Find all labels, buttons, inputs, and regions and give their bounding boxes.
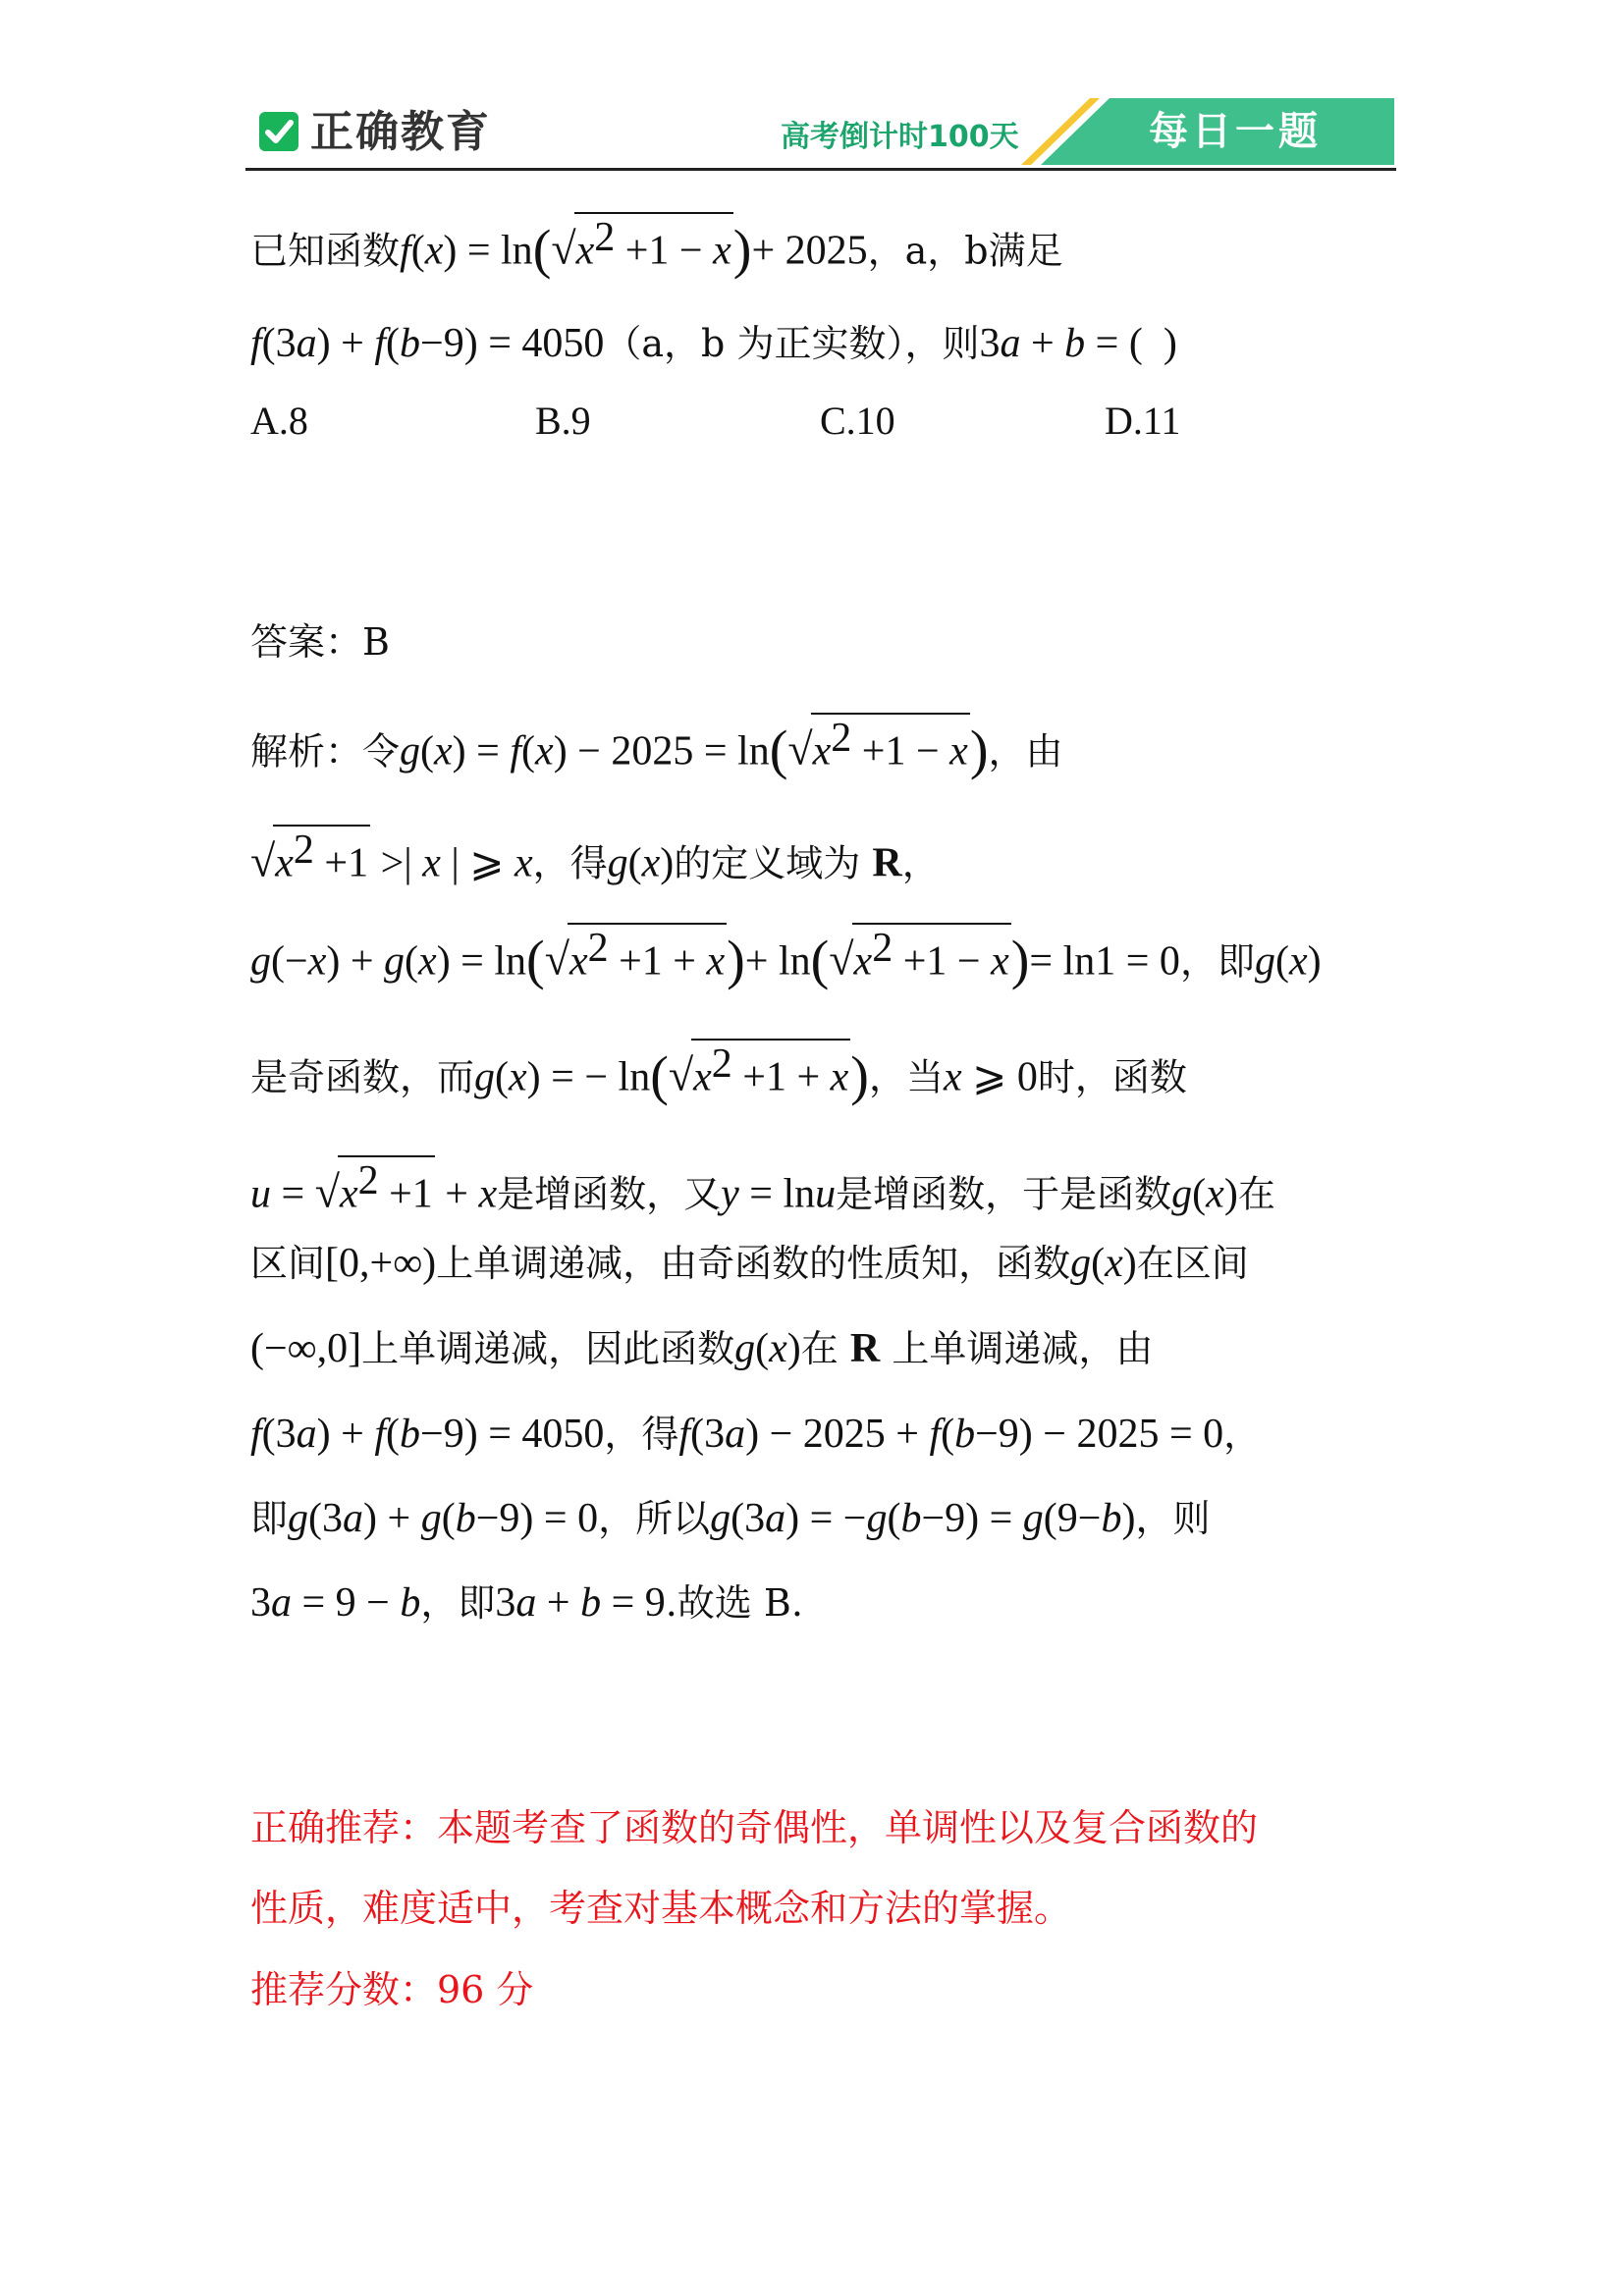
recommend-score: 推荐分数：96 分: [250, 1968, 534, 2011]
question-line-1: 已知函数$f(x) = \ln(√x^2 +1 - x)+ 2025$，a，b满足: [250, 212, 1063, 275]
option-a: A.8: [250, 399, 308, 443]
banner-title: 每日一题: [1149, 109, 1322, 154]
analysis-line-10: 3a = 9 − b，即3a + b = 9.故选 B.: [250, 1580, 803, 1626]
analysis-line-3: $g(-x) + g(x) = \ln(√x^2 +1 + x)+ \ln(√x^2 +1 - x)= \ln 1 = 0$，即g(x): [250, 923, 1322, 986]
recommend-line-2: 性质，难度适中，考查对基本概念和方法的掌握。: [250, 1887, 1072, 1930]
analysis-line-6: 区间[0,+∞)上单调递减，由奇函数的性质知，函数g(x)在区间: [250, 1241, 1249, 1286]
recommend-line-1: 正确推荐：本题考查了函数的奇偶性，单调性以及复合函数的: [250, 1806, 1259, 1849]
option-d: D.11: [1105, 399, 1181, 443]
page-header: [245, 98, 1394, 167]
option-b: B.9: [535, 399, 591, 443]
analysis-line-7: (−∞,0]上单调递减，因此函数g(x)在 R 上单调递减，由: [250, 1326, 1154, 1371]
header-divider: [245, 168, 1396, 171]
analysis-line-5: $u = √x^2 +1 + x$是增函数，又y = lnu是增函数，于是函数g(x)在: [250, 1155, 1275, 1218]
analysis-line-2: $√x^2 +1$ >| x | ⩾ x，得g(x)的定义域为 R，: [250, 825, 940, 887]
analysis-line-8: f(3a) + f(b−9) = 4050，得f(3a) − 2025 + f(b−9) − 2025 = 0，: [250, 1412, 1262, 1457]
brand-name: 正确教育: [310, 107, 491, 157]
question-line-2: f(3a) + f(b−9) = 4050（a，b 为正实数），则3a + b = ( ): [250, 321, 1177, 366]
countdown-text: 高考倒计时100天: [781, 120, 1019, 154]
answer-line: 答案：B: [250, 620, 390, 664]
check-icon: [259, 112, 298, 151]
analysis-line-4: 是奇函数，而g(x) = − $\ln(√x^2 +1 + x)$，当x ⩾ 0时，函数: [250, 1039, 1187, 1101]
option-c: C.10: [820, 399, 895, 443]
analysis-line-1: 解析：令$g(x) = f(x) - 2025 = \ln(√x^2 +1 - x)$，由: [250, 713, 1062, 775]
analysis-line-9: 即g(3a) + g(b−9) = 0，所以g(3a) = −g(b−9) = g(9−b)，则: [250, 1496, 1211, 1541]
